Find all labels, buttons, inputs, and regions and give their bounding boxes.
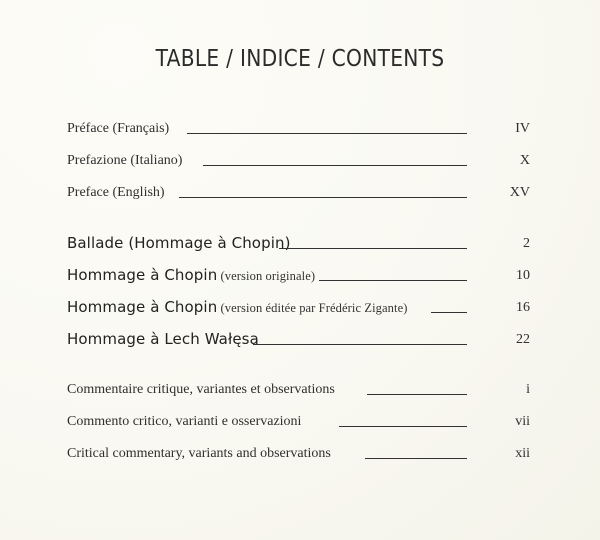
toc-page-number: 16 <box>516 300 530 315</box>
toc-entry-critical-commentary[interactable] <box>67 443 530 465</box>
toc-entry-preface-it[interactable] <box>67 150 530 172</box>
toc-page-number: IV <box>515 121 530 136</box>
toc-page-number: 22 <box>516 332 530 347</box>
toc-entry-preface-en[interactable] <box>67 182 530 204</box>
work-title: Ballade (Hommage à Chopin) <box>67 234 291 252</box>
work-subtitle: (version originale) <box>217 269 316 283</box>
toc-entry-label: Préface (Français) <box>67 121 170 136</box>
toc-entry-label: Commentaire critique, variantes et observations <box>67 382 335 397</box>
toc-entry-preface-fr[interactable] <box>67 118 530 140</box>
toc-entry-label: Preface (English) <box>67 185 165 200</box>
leader-line <box>431 312 467 313</box>
work-title: Hommage à Chopin <box>67 298 218 316</box>
leader-line <box>279 248 467 249</box>
toc-entry-label <box>67 298 407 316</box>
toc-page-number: i <box>526 382 530 397</box>
toc-entry-label: Prefazione (Italiano) <box>67 153 183 168</box>
toc-page-number: 10 <box>516 268 530 283</box>
leader-line <box>319 280 467 281</box>
work-title: Hommage à Lech Wałęsa <box>67 330 259 348</box>
toc-entry-commento[interactable] <box>67 411 530 433</box>
toc-entry-label <box>67 266 315 284</box>
toc-page-number: xii <box>515 446 530 461</box>
page-title: TABLE / INDICE / CONTENTS <box>155 46 445 72</box>
work-subtitle: (version éditée par Frédéric Zigante) <box>217 301 408 315</box>
toc-entry-label: Commento critico, varianti e osservazioni <box>67 414 302 429</box>
toc-entry-hommage-walesa[interactable] <box>67 329 530 351</box>
toc-page-number: X <box>519 153 530 168</box>
leader-line <box>179 197 467 198</box>
toc-entry-label <box>67 330 259 348</box>
toc-entry-hommage-chopin-original[interactable] <box>67 265 530 287</box>
leader-line <box>253 344 467 345</box>
leader-line <box>187 133 467 134</box>
toc-page-number: 2 <box>523 236 530 251</box>
toc-entry-ballade[interactable] <box>67 233 530 255</box>
leader-line <box>339 426 467 427</box>
leader-line <box>367 394 467 395</box>
toc-entry-label: Critical commentary, variants and observations <box>67 446 331 461</box>
toc-page-number: vii <box>515 414 530 429</box>
leader-line <box>365 458 467 459</box>
toc-page-number: XV <box>509 185 530 200</box>
work-title: Hommage à Chopin <box>67 266 218 284</box>
toc-entry-hommage-chopin-zigante[interactable] <box>67 297 530 319</box>
leader-line <box>203 165 467 166</box>
toc-entry-label <box>67 234 291 252</box>
toc-entry-commentaire[interactable] <box>67 379 530 401</box>
